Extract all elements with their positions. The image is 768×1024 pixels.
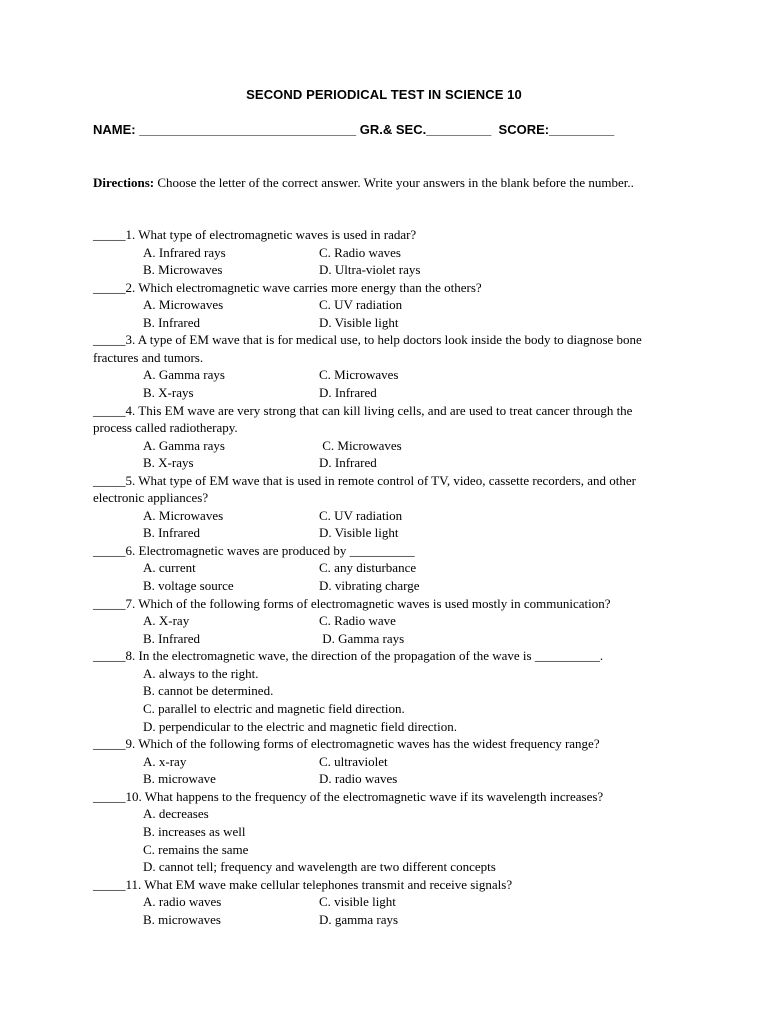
- page-title: SECOND PERIODICAL TEST IN SCIENCE 10: [246, 87, 522, 102]
- option-c: C. UV radiation: [319, 297, 403, 313]
- option-d: D. gamma rays: [319, 911, 399, 927]
- directions-text: Choose the letter of the correct answer. Write your answers in the blank before the number..: [154, 175, 634, 190]
- option-c: C. UV radiation: [319, 507, 403, 523]
- option-c: C. Radio wave: [319, 613, 396, 629]
- option-b: B. Infrared: [143, 525, 201, 541]
- option-d: D. Ultra-violet rays: [319, 262, 421, 278]
- option-d: D. cannot tell; frequency and wavelength are two different concepts: [143, 859, 496, 875]
- question-10-text: _____10. What happens to the frequency of the electromagnetic wave if its wavelength increases?: [93, 788, 604, 804]
- directions-label: Directions:: [93, 175, 155, 190]
- option-d: D. radio waves: [319, 771, 398, 787]
- option-a: A. decreases: [143, 806, 209, 822]
- question-9: [93, 735, 673, 788]
- option-c: C. Radio waves: [319, 244, 401, 260]
- option-c: C. ultraviolet: [319, 753, 388, 769]
- question-6: [93, 542, 673, 595]
- question-7-options: [93, 612, 673, 647]
- score-label: SCORE:: [498, 122, 550, 137]
- option-a: A. x-ray: [143, 753, 187, 769]
- option-a: A. Gamma rays: [143, 367, 225, 383]
- option-b: B. X-rays: [143, 384, 194, 400]
- option-a: A. radio waves: [143, 894, 222, 910]
- question-9-text: _____9. Which of the following forms of electromagnetic waves has the widest frequency range?: [93, 736, 600, 752]
- question-3-text: _____3. A type of EM wave that is for medical use, to help doctors look inside the body to diagnose bone fractures and tumors.: [93, 332, 642, 365]
- option-d: D. Gamma rays: [319, 630, 405, 646]
- option-b: B. cannot be determined.: [143, 683, 274, 699]
- option-d: D. Infrared: [319, 455, 377, 471]
- question-3-options: [93, 366, 673, 401]
- question-5-text: _____5. What type of EM wave that is used in remote control of TV, video, cassette recorders, and other electronic appliances?: [93, 472, 636, 506]
- option-b: B. microwaves: [143, 911, 221, 927]
- question-8: [93, 647, 673, 735]
- option-a: A. current: [143, 560, 196, 576]
- question-11: [93, 876, 673, 929]
- option-b: B. increases as well: [143, 823, 246, 839]
- option-b: B. microwave: [143, 771, 216, 787]
- question-8-options: [93, 665, 673, 735]
- question-10: [93, 788, 673, 876]
- option-a: A. Microwaves: [143, 507, 224, 523]
- option-c: C. parallel to electric and magnetic field direction.: [143, 701, 405, 716]
- option-a: A. Microwaves: [143, 297, 224, 313]
- option-a: A. Gamma rays: [143, 437, 225, 453]
- question-6-text: _____6. Electromagnetic waves are produced by __________: [93, 542, 415, 558]
- question-8-text: _____8. In the electromagnetic wave, the direction of the propagation of the wave is __________.: [93, 648, 604, 664]
- option-d: D. Visible light: [319, 314, 399, 330]
- option-b: B. Infrared: [143, 314, 201, 330]
- question-2-options: [93, 296, 673, 331]
- question-1-options: [93, 244, 673, 279]
- option-d: D. Visible light: [319, 525, 399, 541]
- question-5: [93, 472, 673, 542]
- option-c: C. Microwaves: [319, 437, 402, 453]
- question-5-options: [93, 507, 673, 542]
- question-2: [93, 279, 673, 332]
- option-c: C. any disturbance: [319, 560, 417, 576]
- question-11-text: _____11. What EM wave make cellular telephones transmit and receive signals?: [93, 876, 513, 892]
- question-7-text: _____7. Which of the following forms of electromagnetic waves is used mostly in communication?: [93, 595, 611, 611]
- option-a: A. Infrared rays: [143, 244, 226, 260]
- question-4-options: [93, 437, 673, 472]
- question-list: [93, 226, 673, 928]
- question-2-text: _____2. Which electromagnetic wave carries more energy than the others?: [93, 279, 482, 295]
- question-1-text: _____1. What type of electromagnetic waves is used in radar?: [93, 227, 417, 242]
- option-b: B. X-rays: [143, 455, 194, 471]
- option-a: A. X-ray: [143, 613, 190, 629]
- score-blank: _________: [549, 122, 615, 137]
- option-d: D. vibrating charge: [319, 578, 420, 594]
- question-7: [93, 595, 673, 648]
- option-a: A. always to the right.: [143, 665, 259, 681]
- name-label: NAME:: [93, 122, 136, 137]
- question-9-options: [93, 753, 673, 788]
- question-10-options: [93, 805, 673, 875]
- student-info-line: [93, 122, 614, 137]
- option-c: C. Microwaves: [319, 367, 399, 383]
- question-6-options: [93, 559, 673, 594]
- option-c: C. visible light: [319, 894, 396, 910]
- question-4-text: _____4. This EM wave are very strong that can kill living cells, and are used to treat cancer through the process called radiotherapy.: [93, 402, 633, 436]
- directions: [93, 174, 673, 192]
- question-1: [93, 226, 673, 279]
- option-d: D. Infrared: [319, 384, 377, 400]
- option-d: D. perpendicular to the electric and magnetic field direction.: [143, 718, 458, 734]
- name-blank: ______________________________: [139, 122, 357, 137]
- option-b: B. Microwaves: [143, 262, 223, 278]
- option-c: C. remains the same: [143, 841, 249, 857]
- question-11-options: [93, 893, 673, 928]
- question-4: [93, 402, 673, 472]
- option-b: B. voltage source: [143, 578, 234, 594]
- question-3: [93, 331, 673, 401]
- option-b: B. Infrared: [143, 630, 201, 646]
- grsec-label: GR.& SEC.: [359, 122, 427, 137]
- grsec-blank: _________: [426, 122, 492, 137]
